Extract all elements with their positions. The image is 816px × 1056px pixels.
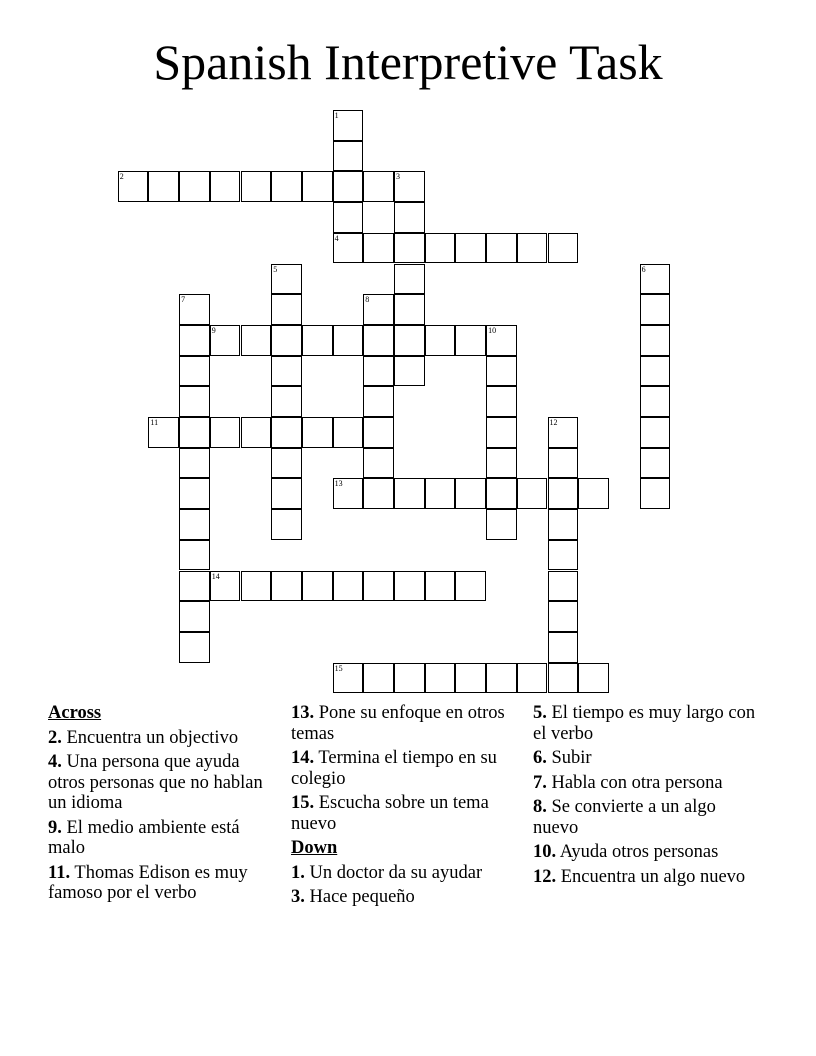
- crossword-cell[interactable]: [363, 325, 394, 356]
- crossword-cell[interactable]: [333, 110, 364, 141]
- crossword-cell[interactable]: [548, 478, 579, 509]
- crossword-cell[interactable]: [210, 417, 241, 448]
- crossword-cell[interactable]: [363, 294, 394, 325]
- cell-number: 13: [334, 479, 343, 489]
- cell-number: 11: [150, 418, 159, 427]
- crossword-cell[interactable]: [179, 478, 210, 509]
- crossword-cell[interactable]: [302, 571, 333, 602]
- crossword-cell[interactable]: [455, 663, 486, 694]
- crossword-cell[interactable]: [640, 294, 671, 325]
- crossword-cell[interactable]: [333, 663, 364, 694]
- crossword-cell[interactable]: [486, 509, 517, 540]
- crossword-cell[interactable]: [394, 264, 425, 295]
- crossword-cell[interactable]: [394, 294, 425, 325]
- cell-number: 6: [641, 264, 646, 274]
- clue-text: Ayuda otros personas: [556, 842, 719, 862]
- clue-number: 9.: [48, 817, 62, 838]
- crossword-cell[interactable]: [179, 325, 210, 356]
- crossword-cell[interactable]: [302, 325, 333, 356]
- crossword-cell[interactable]: [578, 478, 609, 509]
- crossword-cell[interactable]: [241, 325, 272, 356]
- crossword-cell[interactable]: [548, 448, 579, 479]
- clue-item: [48, 752, 278, 814]
- crossword-cell[interactable]: [394, 202, 425, 233]
- clue-text: Termina el tiempo en su colegio: [291, 748, 497, 789]
- crossword-cell[interactable]: [455, 325, 486, 356]
- crossword-cell[interactable]: [425, 478, 456, 509]
- cell-number: 7: [181, 295, 186, 305]
- crossword-cell[interactable]: [333, 141, 364, 172]
- crossword-cell[interactable]: [210, 325, 241, 356]
- crossword-cell[interactable]: [394, 233, 425, 264]
- crossword-cell[interactable]: [548, 663, 579, 694]
- crossword-cell[interactable]: [394, 571, 425, 602]
- crossword-cell[interactable]: [548, 417, 579, 448]
- crossword-cell[interactable]: [271, 171, 302, 202]
- crossword-cell[interactable]: [394, 171, 425, 202]
- crossword-cell[interactable]: [640, 478, 671, 509]
- crossword-cell[interactable]: [363, 478, 394, 509]
- crossword-cell[interactable]: [241, 571, 272, 602]
- crossword-cell[interactable]: [578, 663, 609, 694]
- clue-text: Un doctor da su ayudar: [304, 862, 483, 883]
- across-heading: Across: [48, 703, 102, 723]
- crossword-cell[interactable]: [455, 233, 486, 264]
- crossword-cell[interactable]: [271, 386, 302, 417]
- crossword-cell[interactable]: [394, 325, 425, 356]
- crossword-cell[interactable]: [271, 417, 302, 448]
- crossword-cell[interactable]: [179, 417, 210, 448]
- crossword-cell[interactable]: [302, 417, 333, 448]
- crossword-cell[interactable]: [548, 233, 579, 264]
- crossword-cell[interactable]: [486, 386, 517, 417]
- crossword-cell[interactable]: [486, 478, 517, 509]
- crossword-cell[interactable]: [333, 478, 364, 509]
- crossword-cell[interactable]: [118, 171, 149, 202]
- crossword-cell[interactable]: [333, 417, 364, 448]
- crossword-cell[interactable]: [179, 386, 210, 417]
- crossword-cell[interactable]: [210, 171, 241, 202]
- clue-text: Escucha sobre un tema nuevo: [291, 793, 489, 834]
- crossword-cell[interactable]: [363, 171, 394, 202]
- crossword-cell[interactable]: [640, 417, 671, 448]
- crossword-cell[interactable]: [271, 571, 302, 602]
- crossword-cell[interactable]: [271, 356, 302, 387]
- crossword-cell[interactable]: [640, 386, 671, 417]
- crossword-cell[interactable]: [640, 325, 671, 356]
- crossword-cell[interactable]: [548, 540, 579, 571]
- crossword-cell[interactable]: [333, 571, 364, 602]
- clue-item: [533, 867, 763, 888]
- clue-text: Una persona que ayuda otros personas que no hablan un idioma: [48, 752, 263, 813]
- clue-number: 13.: [291, 703, 315, 723]
- cell-number: 8: [365, 295, 370, 305]
- clues-column-2: [291, 703, 521, 912]
- clue-item: [533, 797, 763, 838]
- crossword-cell[interactable]: [425, 325, 456, 356]
- crossword-cell[interactable]: [394, 663, 425, 694]
- cell-number: 14: [211, 571, 220, 581]
- down-heading: Down: [291, 838, 338, 858]
- clue-list-col1: [48, 728, 278, 904]
- crossword-cell[interactable]: [179, 509, 210, 540]
- crossword-cell[interactable]: [394, 356, 425, 387]
- clues-column-1: [48, 703, 278, 908]
- clue-text: El tiempo es muy largo con el verbo: [533, 703, 756, 744]
- crossword-cell[interactable]: [455, 478, 486, 509]
- crossword-cell[interactable]: [333, 171, 364, 202]
- crossword-cell[interactable]: [241, 171, 272, 202]
- crossword-cell[interactable]: [271, 264, 302, 295]
- crossword-cell[interactable]: [333, 233, 364, 264]
- crossword-cell[interactable]: [486, 233, 517, 264]
- clue-number: 6.: [533, 748, 547, 768]
- crossword-cell[interactable]: [179, 571, 210, 602]
- clue-text: El medio ambiente está malo: [48, 817, 240, 858]
- crossword-cell[interactable]: [333, 325, 364, 356]
- crossword-cell[interactable]: [517, 233, 548, 264]
- clue-text: Se convierte a un algo nuevo: [533, 797, 716, 838]
- crossword-cell[interactable]: [517, 663, 548, 694]
- crossword-cell[interactable]: [148, 417, 179, 448]
- clue-number: 12.: [533, 866, 557, 887]
- crossword-cell[interactable]: [548, 571, 579, 602]
- clue-number: 11.: [48, 862, 71, 883]
- crossword-cell[interactable]: [179, 601, 210, 632]
- crossword-cell[interactable]: [486, 448, 517, 479]
- crossword-cell[interactable]: [425, 571, 456, 602]
- cell-number: 2: [119, 172, 124, 182]
- clue-item: [291, 863, 521, 884]
- clue-number: 4.: [48, 752, 62, 772]
- crossword-cell[interactable]: [241, 417, 272, 448]
- crossword-cell[interactable]: [271, 325, 302, 356]
- clue-number: 8.: [533, 797, 547, 817]
- clue-number: 1.: [291, 862, 305, 883]
- clue-item: [48, 818, 278, 859]
- crossword-cell[interactable]: [271, 509, 302, 540]
- crossword-cell[interactable]: [271, 478, 302, 509]
- clue-text: Pone su enfoque en otros temas: [291, 703, 505, 744]
- crossword-cell[interactable]: [179, 540, 210, 571]
- crossword-cell[interactable]: [425, 663, 456, 694]
- crossword-cell[interactable]: [640, 264, 671, 295]
- cell-number: 4: [334, 233, 339, 243]
- crossword-cell[interactable]: [363, 417, 394, 448]
- crossword-cell[interactable]: [271, 294, 302, 325]
- clue-item: [533, 773, 763, 794]
- crossword-cell[interactable]: [486, 325, 517, 356]
- crossword-cell[interactable]: [302, 171, 333, 202]
- crossword-cell[interactable]: [363, 356, 394, 387]
- clue-text: Subir: [546, 748, 592, 768]
- crossword-cell[interactable]: [548, 509, 579, 540]
- clue-list-col3: [533, 703, 763, 887]
- clue-number: 10.: [533, 842, 557, 862]
- crossword-cell[interactable]: [363, 233, 394, 264]
- crossword-cell[interactable]: [548, 601, 579, 632]
- clue-item: [48, 728, 278, 749]
- cell-number: 5: [273, 264, 278, 274]
- crossword-cell[interactable]: [271, 448, 302, 479]
- clue-list-col2-across: [291, 703, 521, 834]
- crossword-cell[interactable]: [179, 294, 210, 325]
- clue-item: [291, 887, 521, 908]
- cell-number: 9: [211, 325, 216, 335]
- crossword-cell[interactable]: [640, 448, 671, 479]
- crossword-cell[interactable]: [486, 417, 517, 448]
- clue-list-col2-down: [291, 863, 521, 908]
- crossword-cell[interactable]: [363, 448, 394, 479]
- clue-text: Thomas Edison es muy famoso por el verbo: [48, 862, 248, 903]
- clues-column-3: [533, 703, 763, 891]
- crossword-cell[interactable]: [394, 478, 425, 509]
- crossword-cell[interactable]: [210, 571, 241, 602]
- crossword-cell[interactable]: [333, 202, 364, 233]
- clue-item: [533, 748, 763, 769]
- crossword-cell[interactable]: [548, 632, 579, 663]
- cell-number: 12: [549, 418, 558, 427]
- clue-number: 14.: [291, 748, 315, 768]
- clue-text: Encuentra un algo nuevo: [556, 866, 746, 887]
- clue-text: Hace pequeño: [304, 887, 415, 907]
- clue-item: [291, 748, 521, 789]
- crossword-cell[interactable]: [640, 356, 671, 387]
- crossword-cell[interactable]: [363, 386, 394, 417]
- clue-text: Encuentra un objectivo: [61, 727, 239, 748]
- clue-number: 2.: [48, 727, 62, 748]
- clue-number: 5.: [533, 703, 547, 723]
- crossword-cell[interactable]: [486, 663, 517, 694]
- crossword-cell[interactable]: [148, 171, 179, 202]
- clue-item: [533, 842, 763, 863]
- crossword-cell[interactable]: [179, 632, 210, 663]
- clue-number: 7.: [533, 772, 547, 793]
- crossword-cell[interactable]: [425, 233, 456, 264]
- clue-text: Habla con otra persona: [546, 772, 723, 793]
- crossword-cell[interactable]: [363, 663, 394, 694]
- crossword-cell[interactable]: [179, 171, 210, 202]
- clue-item: [48, 863, 278, 904]
- cell-number: 10: [488, 325, 497, 335]
- crossword-cell[interactable]: [179, 448, 210, 479]
- clue-item: [533, 703, 763, 744]
- clue-item: [291, 703, 521, 744]
- crossword-cell[interactable]: [517, 478, 548, 509]
- clue-item: [291, 793, 521, 834]
- cell-number: 3: [396, 172, 400, 182]
- crossword-cell[interactable]: [486, 356, 517, 387]
- crossword-cell[interactable]: [179, 356, 210, 387]
- cell-number: 15: [334, 663, 343, 673]
- crossword-cell[interactable]: [363, 571, 394, 602]
- clue-number: 3.: [291, 887, 305, 907]
- page-title: Spanish Interpretive Task: [153, 34, 663, 90]
- cell-number: 1: [334, 111, 339, 120]
- crossword-cell[interactable]: [455, 571, 486, 602]
- clue-number: 15.: [291, 793, 315, 813]
